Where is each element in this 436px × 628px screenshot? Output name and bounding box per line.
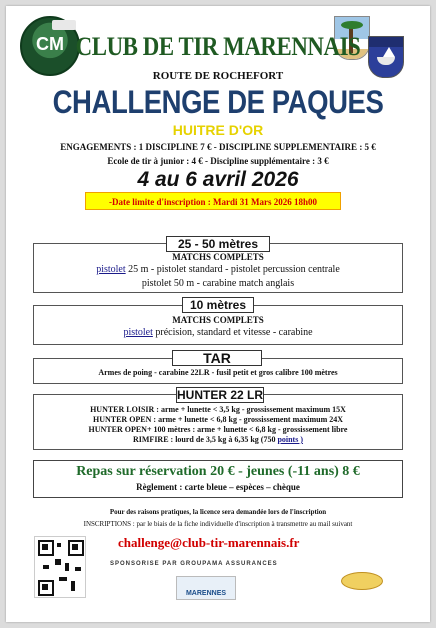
section-25-50-line2: pistolet 50 m - carabine match anglais	[141, 278, 295, 289]
logo-banner	[52, 20, 76, 30]
section-25-50-line1: pistolet 25 m - pistolet standard - pistolet percussion centrale	[96, 264, 340, 275]
section-tar-title: TAR	[172, 350, 262, 366]
pistolet-link[interactable]: pistolet	[123, 327, 153, 338]
section-10m-line1: pistolet précision, standard et vitesse - carabine	[123, 327, 313, 338]
contact-email-link[interactable]: challenge@club-tir-marennais.fr	[118, 535, 300, 550]
section-tar-line: Armes de poing - carabine 22LR - fusil petit et gros calibre 100 mètres	[98, 368, 338, 377]
route-text: ROUTE DE ROCHEFORT	[152, 70, 284, 82]
licence-note: Pour des raisons pratiques, la licence sera demandée lors de l'inscription	[109, 508, 327, 516]
qr-code-icon[interactable]	[34, 536, 86, 598]
event-subtitle: HUITRE D'OR	[172, 122, 264, 138]
flyer-page	[6, 6, 430, 622]
ecole-fees: Ecole de tir à junior : 4 € - Discipline supplémentaire : 3 €	[107, 156, 329, 166]
section-hunter-title: HUNTER 22 LR	[177, 388, 264, 402]
pistolet-link[interactable]: pistolet	[96, 264, 126, 275]
deadline-banner: -Date limite d'inscription : Mardi 31 Mars 2026 18h00	[85, 192, 341, 210]
repas-title: Repas sur réservation 20 € - jeunes (-11 ans) 8 €	[76, 464, 360, 479]
event-title: CHALLENGE DE PAQUES	[52, 84, 384, 120]
inscriptions-note: INSCRIPTIONS : par le biais de la fiche individuelle d'inscription à transmettre au mail suivant	[83, 520, 353, 528]
marennes-logo: MARENNES	[176, 576, 236, 600]
hunter-open-plus-line: HUNTER OPEN+ 100 mètres : arme + lunette < 6,8 kg - grossissement libre	[88, 425, 348, 434]
section-25-50-heading: MATCHS COMPLETS	[172, 252, 264, 262]
section-10m-heading: MATCHS COMPLETS	[172, 315, 264, 325]
engagements-fees: ENGAGEMENTS : 1 DISCIPLINE 7 € - DISCIPLINE SUPPLEMENTAIRE : 5 €	[60, 142, 376, 152]
section-10m-title: 10 mètres	[182, 297, 254, 313]
points-link[interactable]: points )	[277, 435, 303, 444]
hunter-open-line: HUNTER OPEN : arme + lunette < 6,8 kg - grossissement maximum 24X	[92, 415, 344, 424]
sponsor-fish-logo-icon	[341, 572, 383, 590]
repas-box	[33, 460, 403, 498]
reglement-text: Règlement : carte bleue – espèces – chèque	[136, 482, 300, 492]
sponsor-text: SPONSORISE PAR GROUPAMA ASSURANCES	[110, 561, 278, 567]
hunter-loisir-line: HUNTER LOISIR : arme + lunette < 3,5 kg - grossissement maximum 15X	[90, 405, 346, 414]
club-title: CLUB DE TIR MARENNAIS	[75, 32, 361, 61]
event-dates: 4 au 6 avril 2026	[137, 168, 299, 191]
club-logo-text: CM	[36, 34, 64, 54]
section-25-50-title: 25 - 50 mètres	[166, 236, 270, 252]
rimfire-line: RIMFIRE : lourd de 3,5 kg à 6,35 kg (750 points )	[132, 435, 303, 444]
